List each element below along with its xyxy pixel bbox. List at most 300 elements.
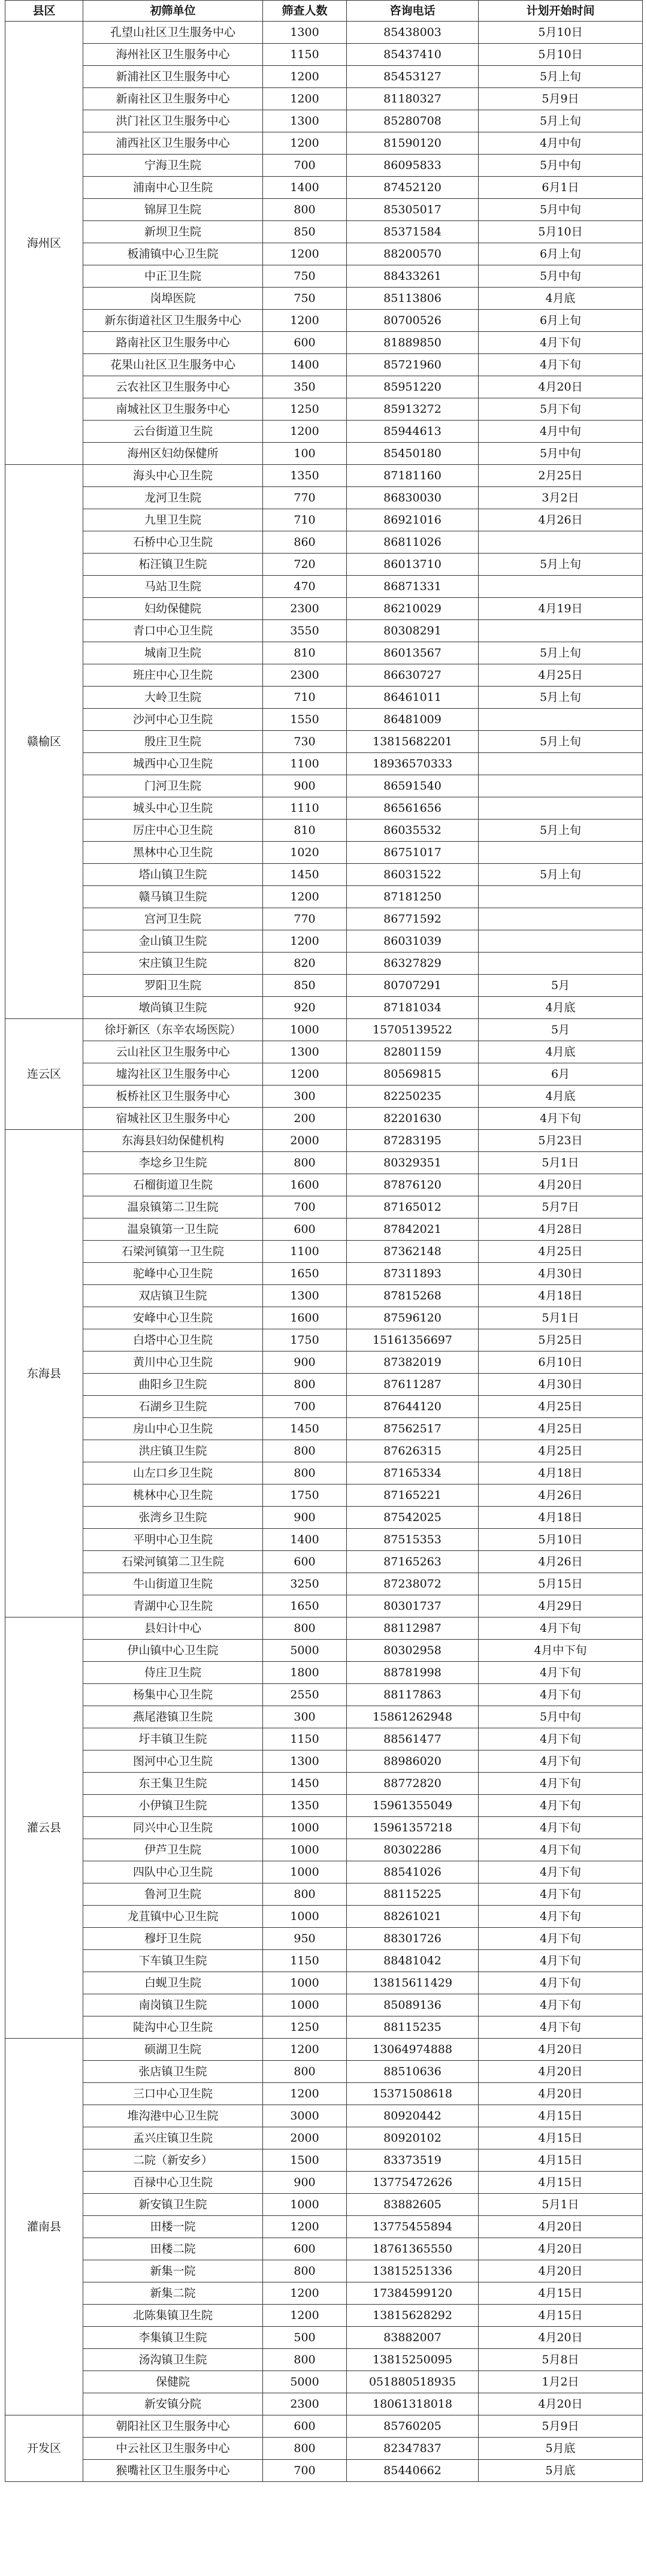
start-date-cell: 5月下旬	[479, 398, 643, 421]
start-date-cell: 4月下旬	[479, 1883, 643, 1906]
start-date-cell: 5月9日	[479, 2415, 643, 2438]
phone-cell: 86210029	[347, 598, 479, 620]
count-cell: 1650	[263, 1263, 347, 1285]
start-date-cell: 4月15日	[479, 2282, 643, 2305]
table-row	[5, 1174, 643, 1196]
count-cell: 950	[263, 1928, 347, 1950]
table-row	[5, 487, 643, 509]
count-cell: 730	[263, 731, 347, 753]
table-row	[5, 997, 643, 1019]
table-row	[5, 1462, 643, 1484]
start-date-cell: 4月底	[479, 997, 643, 1019]
table-row	[5, 1773, 643, 1795]
table-row	[5, 2039, 643, 2061]
phone-cell: 87165012	[347, 1196, 479, 1219]
unit-cell: 塔山镇卫生院	[83, 864, 263, 886]
phone-cell: 80302286	[347, 1839, 479, 1861]
unit-cell: 城南卫生院	[83, 642, 263, 664]
start-date-cell: 5月23日	[479, 1130, 643, 1152]
table-row	[5, 1396, 643, 1418]
screening-table	[5, 0, 643, 2482]
table-row	[5, 2216, 643, 2238]
table-row	[5, 1219, 643, 1241]
start-date-cell: 4月30日	[479, 1374, 643, 1396]
table-row	[5, 864, 643, 886]
count-cell: 1000	[263, 1906, 347, 1928]
unit-cell: 龙河卫生院	[83, 487, 263, 509]
count-cell: 2000	[263, 2127, 347, 2149]
table-row	[5, 1617, 643, 1640]
phone-cell: 86830030	[347, 487, 479, 509]
unit-cell: 石榴街道卫生院	[83, 1174, 263, 1196]
count-cell: 1450	[263, 864, 347, 886]
unit-cell: 浦西社区卫生服务中心	[83, 132, 263, 155]
start-date-cell: 5月25日	[479, 1329, 643, 1352]
start-date-cell	[479, 531, 643, 554]
count-cell: 1350	[263, 465, 347, 487]
phone-cell: 051880518935	[347, 2371, 479, 2393]
table-row	[5, 1728, 643, 1750]
unit-cell: 新东街道社区卫生服务中心	[83, 310, 263, 332]
unit-cell: 李集镇卫生院	[83, 2327, 263, 2349]
unit-cell: 宫河卫生院	[83, 908, 263, 930]
unit-cell: 石梁河镇第二卫生院	[83, 1551, 263, 1573]
start-date-cell	[479, 709, 643, 731]
phone-cell: 13815628292	[347, 2305, 479, 2327]
unit-cell: 石梁河镇第一卫生院	[83, 1241, 263, 1263]
unit-cell: 新安镇分院	[83, 2393, 263, 2415]
count-cell: 1200	[263, 421, 347, 443]
phone-cell: 85913272	[347, 398, 479, 421]
unit-cell: 石湖乡卫生院	[83, 1396, 263, 1418]
phone-cell: 80329351	[347, 1152, 479, 1174]
phone-cell: 85305017	[347, 199, 479, 221]
phone-cell: 88115225	[347, 1883, 479, 1906]
count-cell: 700	[263, 155, 347, 177]
phone-cell: 87876120	[347, 1174, 479, 1196]
count-cell: 1000	[263, 1817, 347, 1839]
count-cell: 2550	[263, 1684, 347, 1706]
unit-cell: 宁海卫生院	[83, 155, 263, 177]
table-row	[5, 1063, 643, 1086]
phone-cell: 87311893	[347, 1263, 479, 1285]
table-row	[5, 842, 643, 864]
table-row	[5, 1573, 643, 1595]
phone-cell: 87165221	[347, 1484, 479, 1507]
unit-cell: 海州社区卫生服务中心	[83, 44, 263, 66]
start-date-cell: 4月下旬	[479, 332, 643, 354]
unit-cell: 新南社区卫生服务中心	[83, 88, 263, 110]
table-row	[5, 975, 643, 997]
phone-cell: 85440662	[347, 2460, 479, 2482]
table-row	[5, 531, 643, 554]
start-date-cell: 5月10日	[479, 221, 643, 243]
count-cell: 820	[263, 953, 347, 975]
unit-cell: 下车镇卫生院	[83, 1950, 263, 1972]
county-cell: 赣榆区	[5, 465, 83, 1019]
start-date-cell: 5月上旬	[479, 820, 643, 842]
header-unit: 初筛单位	[83, 1, 263, 22]
table-row	[5, 465, 643, 487]
unit-cell: 保健院	[83, 2371, 263, 2393]
phone-cell: 88481042	[347, 1950, 479, 1972]
start-date-cell: 5月1日	[479, 1307, 643, 1329]
unit-cell: 锦屏卫生院	[83, 199, 263, 221]
table-row	[5, 177, 643, 199]
count-cell: 1750	[263, 1484, 347, 1507]
start-date-cell: 5月中旬	[479, 1706, 643, 1728]
start-date-cell: 4月30日	[479, 1263, 643, 1285]
table-row	[5, 2061, 643, 2083]
count-cell: 2300	[263, 664, 347, 687]
count-cell: 1450	[263, 1773, 347, 1795]
count-cell: 700	[263, 1196, 347, 1219]
phone-cell: 87644120	[347, 1396, 479, 1418]
unit-cell: 云山社区卫生服务中心	[83, 1041, 263, 1063]
count-cell: 700	[263, 1396, 347, 1418]
phone-cell: 87596120	[347, 1307, 479, 1329]
table-row	[5, 620, 643, 642]
start-date-cell: 4月20日	[479, 2039, 643, 2061]
start-date-cell: 4月底	[479, 1041, 643, 1063]
count-cell: 300	[263, 1086, 347, 1108]
table-row	[5, 1019, 643, 1041]
start-date-cell: 5月10日	[479, 22, 643, 44]
table-row	[5, 1285, 643, 1307]
phone-cell: 13775455894	[347, 2216, 479, 2238]
start-date-cell: 4月中旬	[479, 421, 643, 443]
table-row	[5, 354, 643, 376]
count-cell: 2000	[263, 1130, 347, 1152]
count-cell: 800	[263, 1440, 347, 1462]
start-date-cell: 4月下旬	[479, 1773, 643, 1795]
table-row	[5, 1883, 643, 1906]
start-date-cell: 4月下旬	[479, 1684, 643, 1706]
start-date-cell: 3月2日	[479, 487, 643, 509]
unit-cell: 二院（新安乡）	[83, 2149, 263, 2172]
count-cell: 1550	[263, 709, 347, 731]
table-row	[5, 576, 643, 598]
phone-cell: 88301726	[347, 1928, 479, 1950]
phone-cell: 88115235	[347, 2016, 479, 2039]
unit-cell: 柘汪镇卫生院	[83, 554, 263, 576]
start-date-cell: 4月下旬	[479, 1728, 643, 1750]
phone-cell: 86327829	[347, 953, 479, 975]
table-row	[5, 1196, 643, 1219]
start-date-cell: 4月15日	[479, 2172, 643, 2194]
county-cell: 开发区	[5, 2415, 83, 2482]
count-cell: 1600	[263, 1307, 347, 1329]
table-row	[5, 1484, 643, 1507]
count-cell: 800	[263, 2438, 347, 2460]
table-row	[5, 1994, 643, 2016]
unit-cell: 南城社区卫生服务中心	[83, 398, 263, 421]
unit-cell: 张湾乡卫生院	[83, 1507, 263, 1529]
start-date-cell: 5月10日	[479, 44, 643, 66]
start-date-cell: 4月18日	[479, 1507, 643, 1529]
phone-cell: 82801159	[347, 1041, 479, 1063]
unit-cell: 青湖中心卫生院	[83, 1595, 263, 1617]
phone-cell: 85280708	[347, 110, 479, 132]
count-cell: 1200	[263, 2282, 347, 2305]
table-row	[5, 1507, 643, 1529]
phone-cell: 86771592	[347, 908, 479, 930]
unit-cell: 云农社区卫生服务中心	[83, 376, 263, 398]
count-cell: 1200	[263, 930, 347, 953]
phone-cell: 88510636	[347, 2061, 479, 2083]
unit-cell: 孟兴庄镇卫生院	[83, 2127, 263, 2149]
table-row	[5, 554, 643, 576]
start-date-cell: 5月上旬	[479, 66, 643, 88]
unit-cell: 中云社区卫生服务中心	[83, 2438, 263, 2460]
table-row	[5, 1795, 643, 1817]
table-row	[5, 221, 643, 243]
phone-cell: 18061318018	[347, 2393, 479, 2415]
unit-cell: 南岗镇卫生院	[83, 1994, 263, 2016]
table-row	[5, 265, 643, 288]
unit-cell: 驼峰中心卫生院	[83, 1263, 263, 1285]
table-row	[5, 797, 643, 820]
start-date-cell	[479, 908, 643, 930]
count-cell: 770	[263, 908, 347, 930]
table-row	[5, 243, 643, 265]
phone-cell: 15961357218	[347, 1817, 479, 1839]
phone-cell: 82347837	[347, 2438, 479, 2460]
count-cell: 1750	[263, 1329, 347, 1352]
start-date-cell: 4月下旬	[479, 1972, 643, 1994]
count-cell: 920	[263, 997, 347, 1019]
start-date-cell: 4月下旬	[479, 354, 643, 376]
count-cell: 2300	[263, 598, 347, 620]
phone-cell: 13775472626	[347, 2172, 479, 2194]
table-row	[5, 310, 643, 332]
count-cell: 2300	[263, 2393, 347, 2415]
start-date-cell	[479, 842, 643, 864]
phone-cell: 82201630	[347, 1108, 479, 1130]
count-cell: 1400	[263, 177, 347, 199]
count-cell: 1450	[263, 1418, 347, 1440]
phone-cell: 82250235	[347, 1086, 479, 1108]
count-cell: 1000	[263, 1019, 347, 1041]
phone-cell: 88986020	[347, 1750, 479, 1773]
count-cell: 1200	[263, 1063, 347, 1086]
unit-cell: 四队中心卫生院	[83, 1861, 263, 1883]
start-date-cell: 4月中下旬	[479, 1640, 643, 1662]
county-cell: 东海县	[5, 1130, 83, 1617]
phone-cell: 88561477	[347, 1728, 479, 1750]
phone-cell: 86031522	[347, 864, 479, 886]
unit-cell: 赣马镇卫生院	[83, 886, 263, 908]
unit-cell: 龙苴镇中心卫生院	[83, 1906, 263, 1928]
count-cell: 1300	[263, 1285, 347, 1307]
phone-cell: 87626315	[347, 1440, 479, 1462]
table-row	[5, 199, 643, 221]
unit-cell: 板浦镇中心卫生院	[83, 243, 263, 265]
unit-cell: 伊芦卫生院	[83, 1839, 263, 1861]
start-date-cell: 4月下旬	[479, 1662, 643, 1684]
count-cell: 860	[263, 531, 347, 554]
table-row	[5, 132, 643, 155]
start-date-cell: 4月下旬	[479, 1617, 643, 1640]
count-cell: 600	[263, 1219, 347, 1241]
count-cell: 1000	[263, 1994, 347, 2016]
table-row	[5, 2149, 643, 2172]
start-date-cell: 5月上旬	[479, 642, 643, 664]
table-row	[5, 598, 643, 620]
unit-cell: 县妇计中心	[83, 1617, 263, 1640]
unit-cell: 石桥中心卫生院	[83, 531, 263, 554]
unit-cell: 张店镇卫生院	[83, 2061, 263, 2083]
start-date-cell: 5月中旬	[479, 265, 643, 288]
start-date-cell: 4月18日	[479, 1285, 643, 1307]
count-cell: 1100	[263, 753, 347, 775]
table-row	[5, 44, 643, 66]
phone-cell: 86811026	[347, 531, 479, 554]
table-row	[5, 1152, 643, 1174]
start-date-cell: 5月中旬	[479, 155, 643, 177]
table-row	[5, 1950, 643, 1972]
count-cell: 900	[263, 1507, 347, 1529]
table-row	[5, 66, 643, 88]
unit-cell: 白塔中心卫生院	[83, 1329, 263, 1352]
unit-cell: 板桥社区卫生服务中心	[83, 1086, 263, 1108]
phone-cell: 87815268	[347, 1285, 479, 1307]
header-start-date: 计划开始时间	[479, 1, 643, 22]
count-cell: 1300	[263, 1750, 347, 1773]
start-date-cell: 5月上旬	[479, 864, 643, 886]
phone-cell: 86921016	[347, 509, 479, 531]
count-cell: 720	[263, 554, 347, 576]
phone-cell: 80301737	[347, 1595, 479, 1617]
unit-cell: 同兴中心卫生院	[83, 1817, 263, 1839]
phone-cell: 81889850	[347, 332, 479, 354]
phone-cell: 87515353	[347, 1529, 479, 1551]
phone-cell: 86751017	[347, 842, 479, 864]
table-row	[5, 1662, 643, 1684]
unit-cell: 沙河中心卫生院	[83, 709, 263, 731]
unit-cell: 杨集中心卫生院	[83, 1684, 263, 1706]
table-row	[5, 642, 643, 664]
count-cell: 800	[263, 1462, 347, 1484]
table-row	[5, 1374, 643, 1396]
start-date-cell: 5月10日	[479, 1529, 643, 1551]
start-date-cell: 6月10日	[479, 1352, 643, 1374]
unit-cell: 曲阳乡卫生院	[83, 1374, 263, 1396]
phone-cell: 85438003	[347, 22, 479, 44]
count-cell: 1200	[263, 2083, 347, 2105]
phone-cell: 83882007	[347, 2327, 479, 2349]
count-cell: 1000	[263, 1861, 347, 1883]
count-cell: 1150	[263, 1728, 347, 1750]
phone-cell: 13064974888	[347, 2039, 479, 2061]
table-row	[5, 2194, 643, 2216]
table-row	[5, 1839, 643, 1861]
unit-cell: 图河中心卫生院	[83, 1750, 263, 1773]
table-row	[5, 155, 643, 177]
phone-cell: 87165263	[347, 1551, 479, 1573]
table-row	[5, 2460, 643, 2482]
phone-cell: 13815682201	[347, 731, 479, 753]
phone-cell: 88433261	[347, 265, 479, 288]
unit-cell: 厉庄中心卫生院	[83, 820, 263, 842]
count-cell: 800	[263, 1374, 347, 1396]
table-row	[5, 1529, 643, 1551]
phone-cell: 86035532	[347, 820, 479, 842]
unit-cell: 城西中心卫生院	[83, 753, 263, 775]
start-date-cell: 4月20日	[479, 2260, 643, 2282]
phone-cell: 87238072	[347, 1573, 479, 1595]
start-date-cell	[479, 797, 643, 820]
start-date-cell	[479, 576, 643, 598]
count-cell: 1000	[263, 1839, 347, 1861]
start-date-cell: 4月20日	[479, 2327, 643, 2349]
phone-cell: 86013567	[347, 642, 479, 664]
unit-cell: 新集一院	[83, 2260, 263, 2282]
unit-cell: 孔望山社区卫生服务中心	[83, 22, 263, 44]
table-row	[5, 2371, 643, 2393]
count-cell: 900	[263, 1352, 347, 1374]
table-row	[5, 2349, 643, 2371]
count-cell: 1400	[263, 1529, 347, 1551]
header-count: 筛查人数	[263, 1, 347, 22]
start-date-cell: 4月20日	[479, 2238, 643, 2260]
count-cell: 750	[263, 288, 347, 310]
table-row	[5, 1706, 643, 1728]
count-cell: 1150	[263, 1950, 347, 1972]
table-row	[5, 2105, 643, 2127]
phone-cell: 80302958	[347, 1640, 479, 1662]
table-row	[5, 2260, 643, 2282]
phone-cell: 15161356697	[347, 1329, 479, 1352]
table-row	[5, 753, 643, 775]
start-date-cell	[479, 753, 643, 775]
start-date-cell: 4月15日	[479, 2305, 643, 2327]
count-cell: 900	[263, 775, 347, 797]
table-row	[5, 110, 643, 132]
unit-cell: 宋庄镇卫生院	[83, 953, 263, 975]
table-row	[5, 421, 643, 443]
start-date-cell: 4月下旬	[479, 1928, 643, 1950]
start-date-cell: 4月20日	[479, 1174, 643, 1196]
count-cell: 1600	[263, 1174, 347, 1196]
count-cell: 1000	[263, 1972, 347, 1994]
start-date-cell: 4月中旬	[479, 132, 643, 155]
count-cell: 1300	[263, 1041, 347, 1063]
count-cell: 1200	[263, 2216, 347, 2238]
start-date-cell: 5月中旬	[479, 199, 643, 221]
phone-cell: 87283195	[347, 1130, 479, 1152]
phone-cell: 80920442	[347, 2105, 479, 2127]
count-cell: 900	[263, 2172, 347, 2194]
header-county: 县区	[5, 1, 83, 22]
table-row	[5, 1108, 643, 1130]
unit-cell: 硕湖卫生院	[83, 2039, 263, 2061]
unit-cell: 伊山镇中心卫生院	[83, 1640, 263, 1662]
unit-cell: 李埝乡卫生院	[83, 1152, 263, 1174]
count-cell: 800	[263, 2061, 347, 2083]
count-cell: 1300	[263, 22, 347, 44]
count-cell: 100	[263, 443, 347, 465]
count-cell: 1020	[263, 842, 347, 864]
unit-cell: 燕尾港镇卫生院	[83, 1706, 263, 1728]
phone-cell: 18761365550	[347, 2238, 479, 2260]
count-cell: 1500	[263, 2149, 347, 2172]
table-row	[5, 1972, 643, 1994]
start-date-cell: 4月25日	[479, 1396, 643, 1418]
unit-cell: 朝阳社区卫生服务中心	[83, 2415, 263, 2438]
unit-cell: 新安镇卫生院	[83, 2194, 263, 2216]
unit-cell: 新浦社区卫生服务中心	[83, 66, 263, 88]
